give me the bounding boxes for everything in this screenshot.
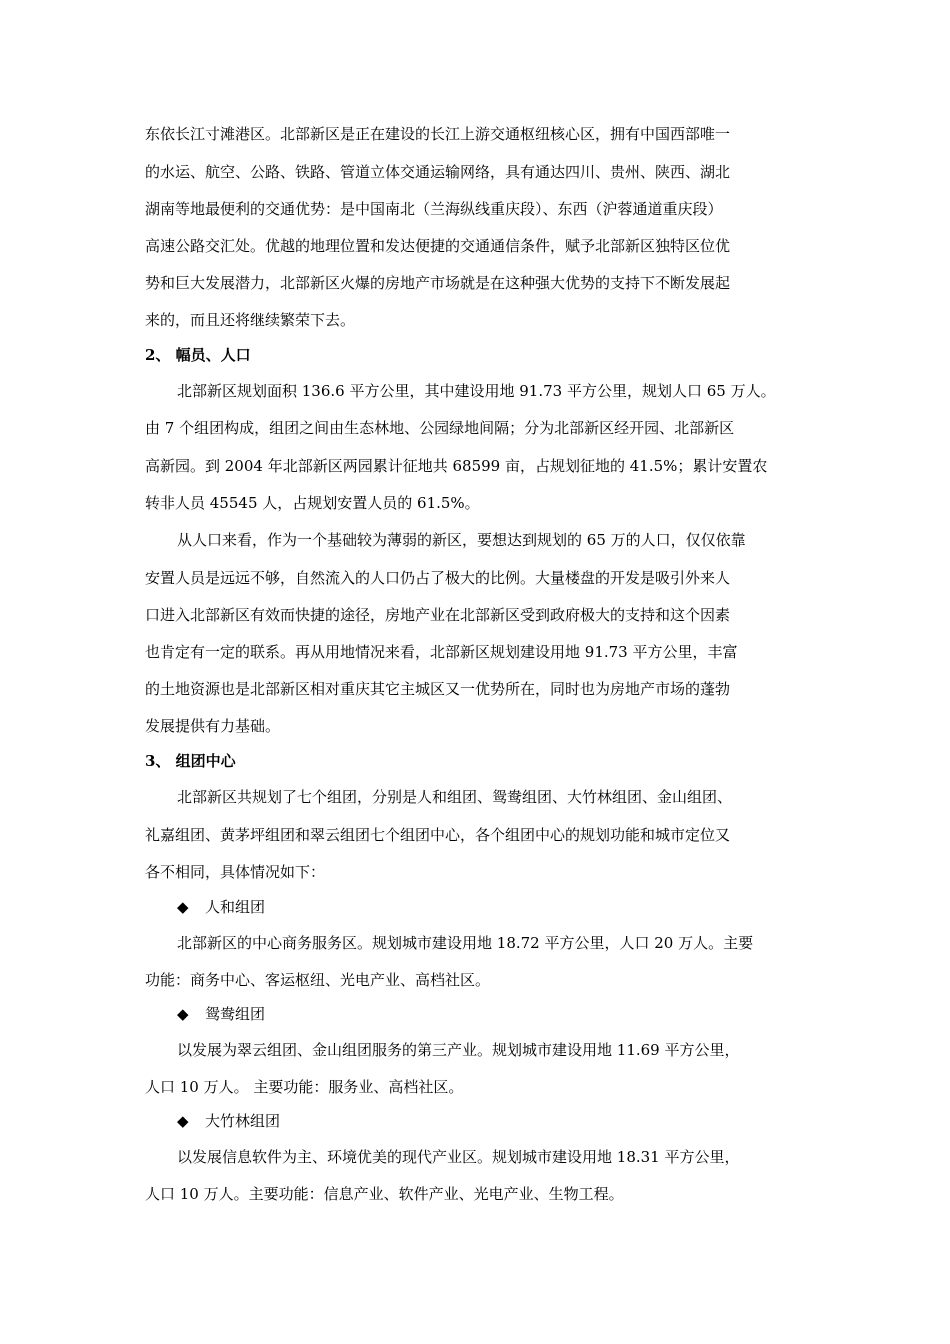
paragraph-line: 转非人员 45545 人，占规划安置人员的 61.5%。 — [145, 494, 480, 512]
paragraph-line: 的水运、航空、公路、铁路、管道立体交通运输网络，具有通达四川、贵州、陕西、湖北 — [145, 163, 731, 181]
bullet-item — [177, 1111, 280, 1131]
paragraph-line: 东依长江寸滩港区。北部新区是正在建设的长江上游交通枢纽核心区，拥有中国西部唯一 — [145, 125, 731, 143]
paragraph-line: 北部新区规划面积 136.6 平方公里，其中建设用地 91.73 平方公里，规划人口 65 万人。 — [177, 382, 776, 400]
diamond-bullet-icon: ◆ — [177, 1112, 189, 1130]
section-heading: 2、 幅员、人口 — [145, 346, 251, 364]
group-name: 人和组团 — [205, 898, 266, 916]
paragraph-line: 口进入北部新区有效而快捷的途径，房地产业在北部新区受到政府极大的支持和这个因素 — [145, 606, 731, 624]
group-name: 大竹林组团 — [205, 1112, 281, 1130]
paragraph-line: 安置人员是远远不够，自然流入的人口仍占了极大的比例。大量楼盘的开发是吸引外来人 — [145, 569, 731, 587]
paragraph-line: 从人口来看，作为一个基础较为薄弱的新区，要想达到规划的 65 万的人口，仅仅依靠 — [177, 531, 746, 549]
paragraph-line: 湖南等地最便利的交通优势：是中国南北（兰海纵线重庆段）、东西（沪蓉通道重庆段） — [145, 200, 723, 218]
paragraph-line: 由 7 个组团构成，组团之间由生态林地、公园绿地间隔；分为北部新区经开园、北部新区 — [145, 419, 735, 437]
diamond-bullet-icon: ◆ — [177, 898, 189, 916]
paragraph-line: 人口 10 万人。主要功能：信息产业、软件产业、光电产业、生物工程。 — [145, 1185, 624, 1203]
paragraph-line: 礼嘉组团、黄茅坪组团和翠云组团七个组团中心，各个组团中心的规划功能和城市定位又 — [145, 826, 731, 844]
paragraph-line: 各不相同，具体情况如下： — [145, 863, 326, 881]
paragraph-line: 北部新区的中心商务服务区。规划城市建设用地 18.72 平方公里，人口 20 万人。主要 — [177, 934, 754, 952]
paragraph-line: 的土地资源也是北部新区相对重庆其它主城区又一优势所在，同时也为房地产市场的蓬勃 — [145, 680, 731, 698]
paragraph-line: 势和巨大发展潜力，北部新区火爆的房地产市场就是在这种强大优势的支持下不断发展起 — [145, 274, 731, 292]
group-name: 鸳鸯组团 — [205, 1005, 266, 1023]
paragraph-line: 高速公路交汇处。优越的地理位置和发达便捷的交通通信条件，赋予北部新区独特区位优 — [145, 237, 731, 255]
paragraph-line: 以发展信息软件为主、环境优美的现代产业区。规划城市建设用地 18.31 平方公里， — [177, 1148, 740, 1166]
paragraph-line: 也肯定有一定的联系。再从用地情况来看，北部新区规划建设用地 91.73 平方公里，丰富 — [145, 643, 738, 661]
diamond-bullet-icon: ◆ — [177, 1005, 189, 1023]
bullet-item — [177, 897, 265, 917]
bullet-item — [177, 1004, 265, 1024]
paragraph-line: 发展提供有力基础。 — [145, 717, 281, 735]
paragraph-line: 功能：商务中心、客运枢纽、光电产业、高档社区。 — [145, 971, 491, 989]
paragraph-line: 北部新区共规划了七个组团，分别是人和组团、鸳鸯组团、大竹林组团、金山组团、 — [177, 788, 733, 806]
paragraph-line: 以发展为翠云组团、金山组团服务的第三产业。规划城市建设用地 11.69 平方公里， — [177, 1041, 740, 1059]
paragraph-line: 来的，而且还将继续繁荣下去。 — [145, 311, 356, 329]
section-heading: 3、 组团中心 — [145, 752, 236, 770]
paragraph-line: 人口 10 万人。 主要功能：服务业、高档社区。 — [145, 1078, 464, 1096]
paragraph-line: 高新园。到 2004 年北部新区两园累计征地共 68599 亩，占规划征地的 41.5%；累计安置农 — [145, 457, 768, 475]
